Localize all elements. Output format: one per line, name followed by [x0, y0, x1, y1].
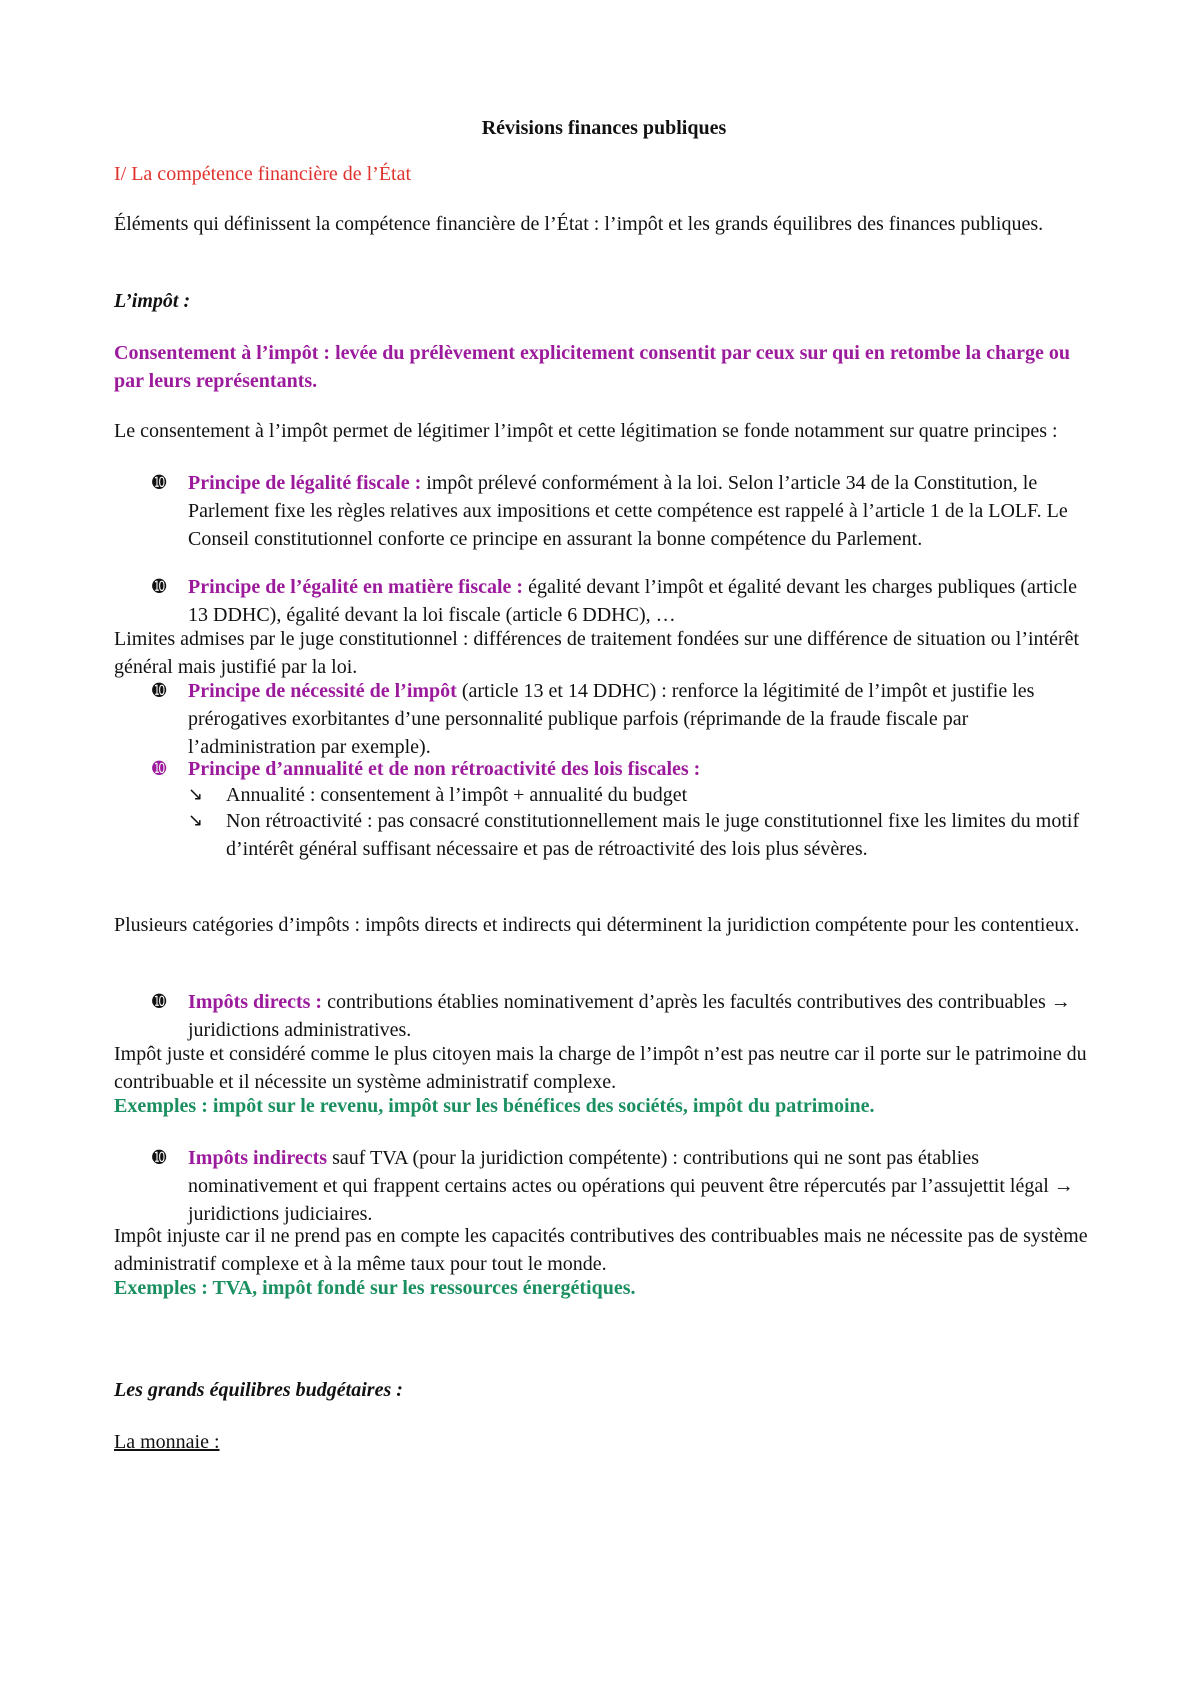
- principle-text: égalité devant l’impôt et égalité devant les charges publiques (article 13 DDHC), égalité devant la loi fiscale (article 6 DDHC), …: [188, 576, 1077, 626]
- categories-paragraph: Plusieurs catégories d’impôts : impôts directs et indirects qui déterminent la juridiction compétente pour les contentieux.: [114, 914, 1080, 936]
- principle-text: impôt prélevé conformément à la loi. Selon l’article 34 de la Constitution, le Parlement fixe les règles relatives aux impositions et cette compétence est rappelé à l’article 1 de la LOLF. Le Conseil constitutionnel conforte ce principe en assurant la bonne compétence du Parlement.: [188, 472, 1068, 550]
- indirect-tax-note: Impôt injuste car il ne prend pas en compte les capacités contributives des contribuables mais ne nécessite pas de système administratif complexe et à la même taux pour tout le monde.: [114, 1225, 1088, 1275]
- circled-ten-icon: ➓: [152, 577, 167, 597]
- principle-label: Principe de nécessité de l’impôt: [188, 680, 457, 702]
- tax-type-text: sauf TVA (pour la juridiction compétente) : contributions qui ne sont pas établies nominativement et qui frappent certains actes ou opérations qui peuvent être répercutés par l’assujettit légal → juridictions judiciaires.: [188, 1147, 1074, 1225]
- tax-type-label: Impôts directs :: [188, 991, 323, 1013]
- equilibres-heading: Les grands équilibres budgétaires :: [114, 1379, 403, 1401]
- tax-type-text: contributions établies nominativement d’après les facultés contributives des contribuables → juridictions administratives.: [188, 991, 1071, 1041]
- circled-ten-icon: ➓: [152, 992, 167, 1012]
- south-east-arrow-icon: ↘: [188, 810, 204, 831]
- principle-label: Principe de l’égalité en matière fiscale :: [188, 576, 524, 598]
- circled-ten-icon: ➓: [152, 1148, 167, 1168]
- principle-text: (article 13 et 14 DDHC) : renforce la légitimité de l’impôt et justifie les prérogatives exorbitantes d’une personnalité publique parfois (réprimande de la fraude fiscale par l’administration par exemple).: [188, 680, 1035, 758]
- impot-heading: L’impôt :: [114, 290, 191, 312]
- section-heading: I/ La compétence financière de l’État: [114, 163, 412, 185]
- circled-ten-icon: ➓: [152, 681, 167, 701]
- limits-paragraph: Limites admises par le juge constitutionnel : différences de traitement fondées sur une différence de situation ou l’intérêt général mais justifié par la loi.: [114, 628, 1080, 678]
- indirect-tax-examples: Exemples : TVA, impôt fondé sur les ressources énergétiques.: [114, 1277, 636, 1299]
- sub-item-text: Annualité : consentement à l’impôt + annualité du budget: [226, 784, 688, 806]
- direct-tax-note: Impôt juste et considéré comme le plus citoyen mais la charge de l’impôt n’est pas neutre car il porte sur le patrimoine du contribuable et il nécessite un système administratif complexe.: [114, 1043, 1087, 1093]
- south-east-arrow-icon: ↘: [188, 784, 204, 805]
- principle-label: Principe de légalité fiscale :: [188, 472, 422, 494]
- direct-tax-examples: Exemples : impôt sur le revenu, impôt sur les bénéfices des sociétés, impôt du patrimoine.: [114, 1095, 875, 1117]
- circled-ten-icon: ➓: [152, 759, 167, 779]
- intro-paragraph: Éléments qui définissent la compétence financière de l’État : l’impôt et les grands équilibres des finances publiques.: [114, 213, 1044, 235]
- tax-type-label: Impôts indirects: [188, 1147, 328, 1169]
- circled-ten-icon: ➓: [152, 473, 167, 493]
- monnaie-heading: La monnaie :: [114, 1431, 220, 1453]
- consent-definition: Consentement à l’impôt : levée du prélèvement explicitement consentit par ceux sur qui en retombe la charge ou par leurs représentants.: [114, 342, 1070, 392]
- consent-intro: Le consentement à l’impôt permet de légitimer l’impôt et cette légitimation se fonde notamment sur quatre principes :: [114, 420, 1058, 442]
- principle-label: Principe d’annualité et de non rétroactivité des lois fiscales :: [188, 758, 701, 780]
- sub-item-text: Non rétroactivité : pas consacré constitutionnellement mais le juge constitutionnel fixe les limites du motif d’intérêt général suffisant nécessaire et pas de rétroactivité des lois plus sévères.: [226, 810, 1080, 860]
- document-title: Révisions finances publiques: [481, 117, 727, 139]
